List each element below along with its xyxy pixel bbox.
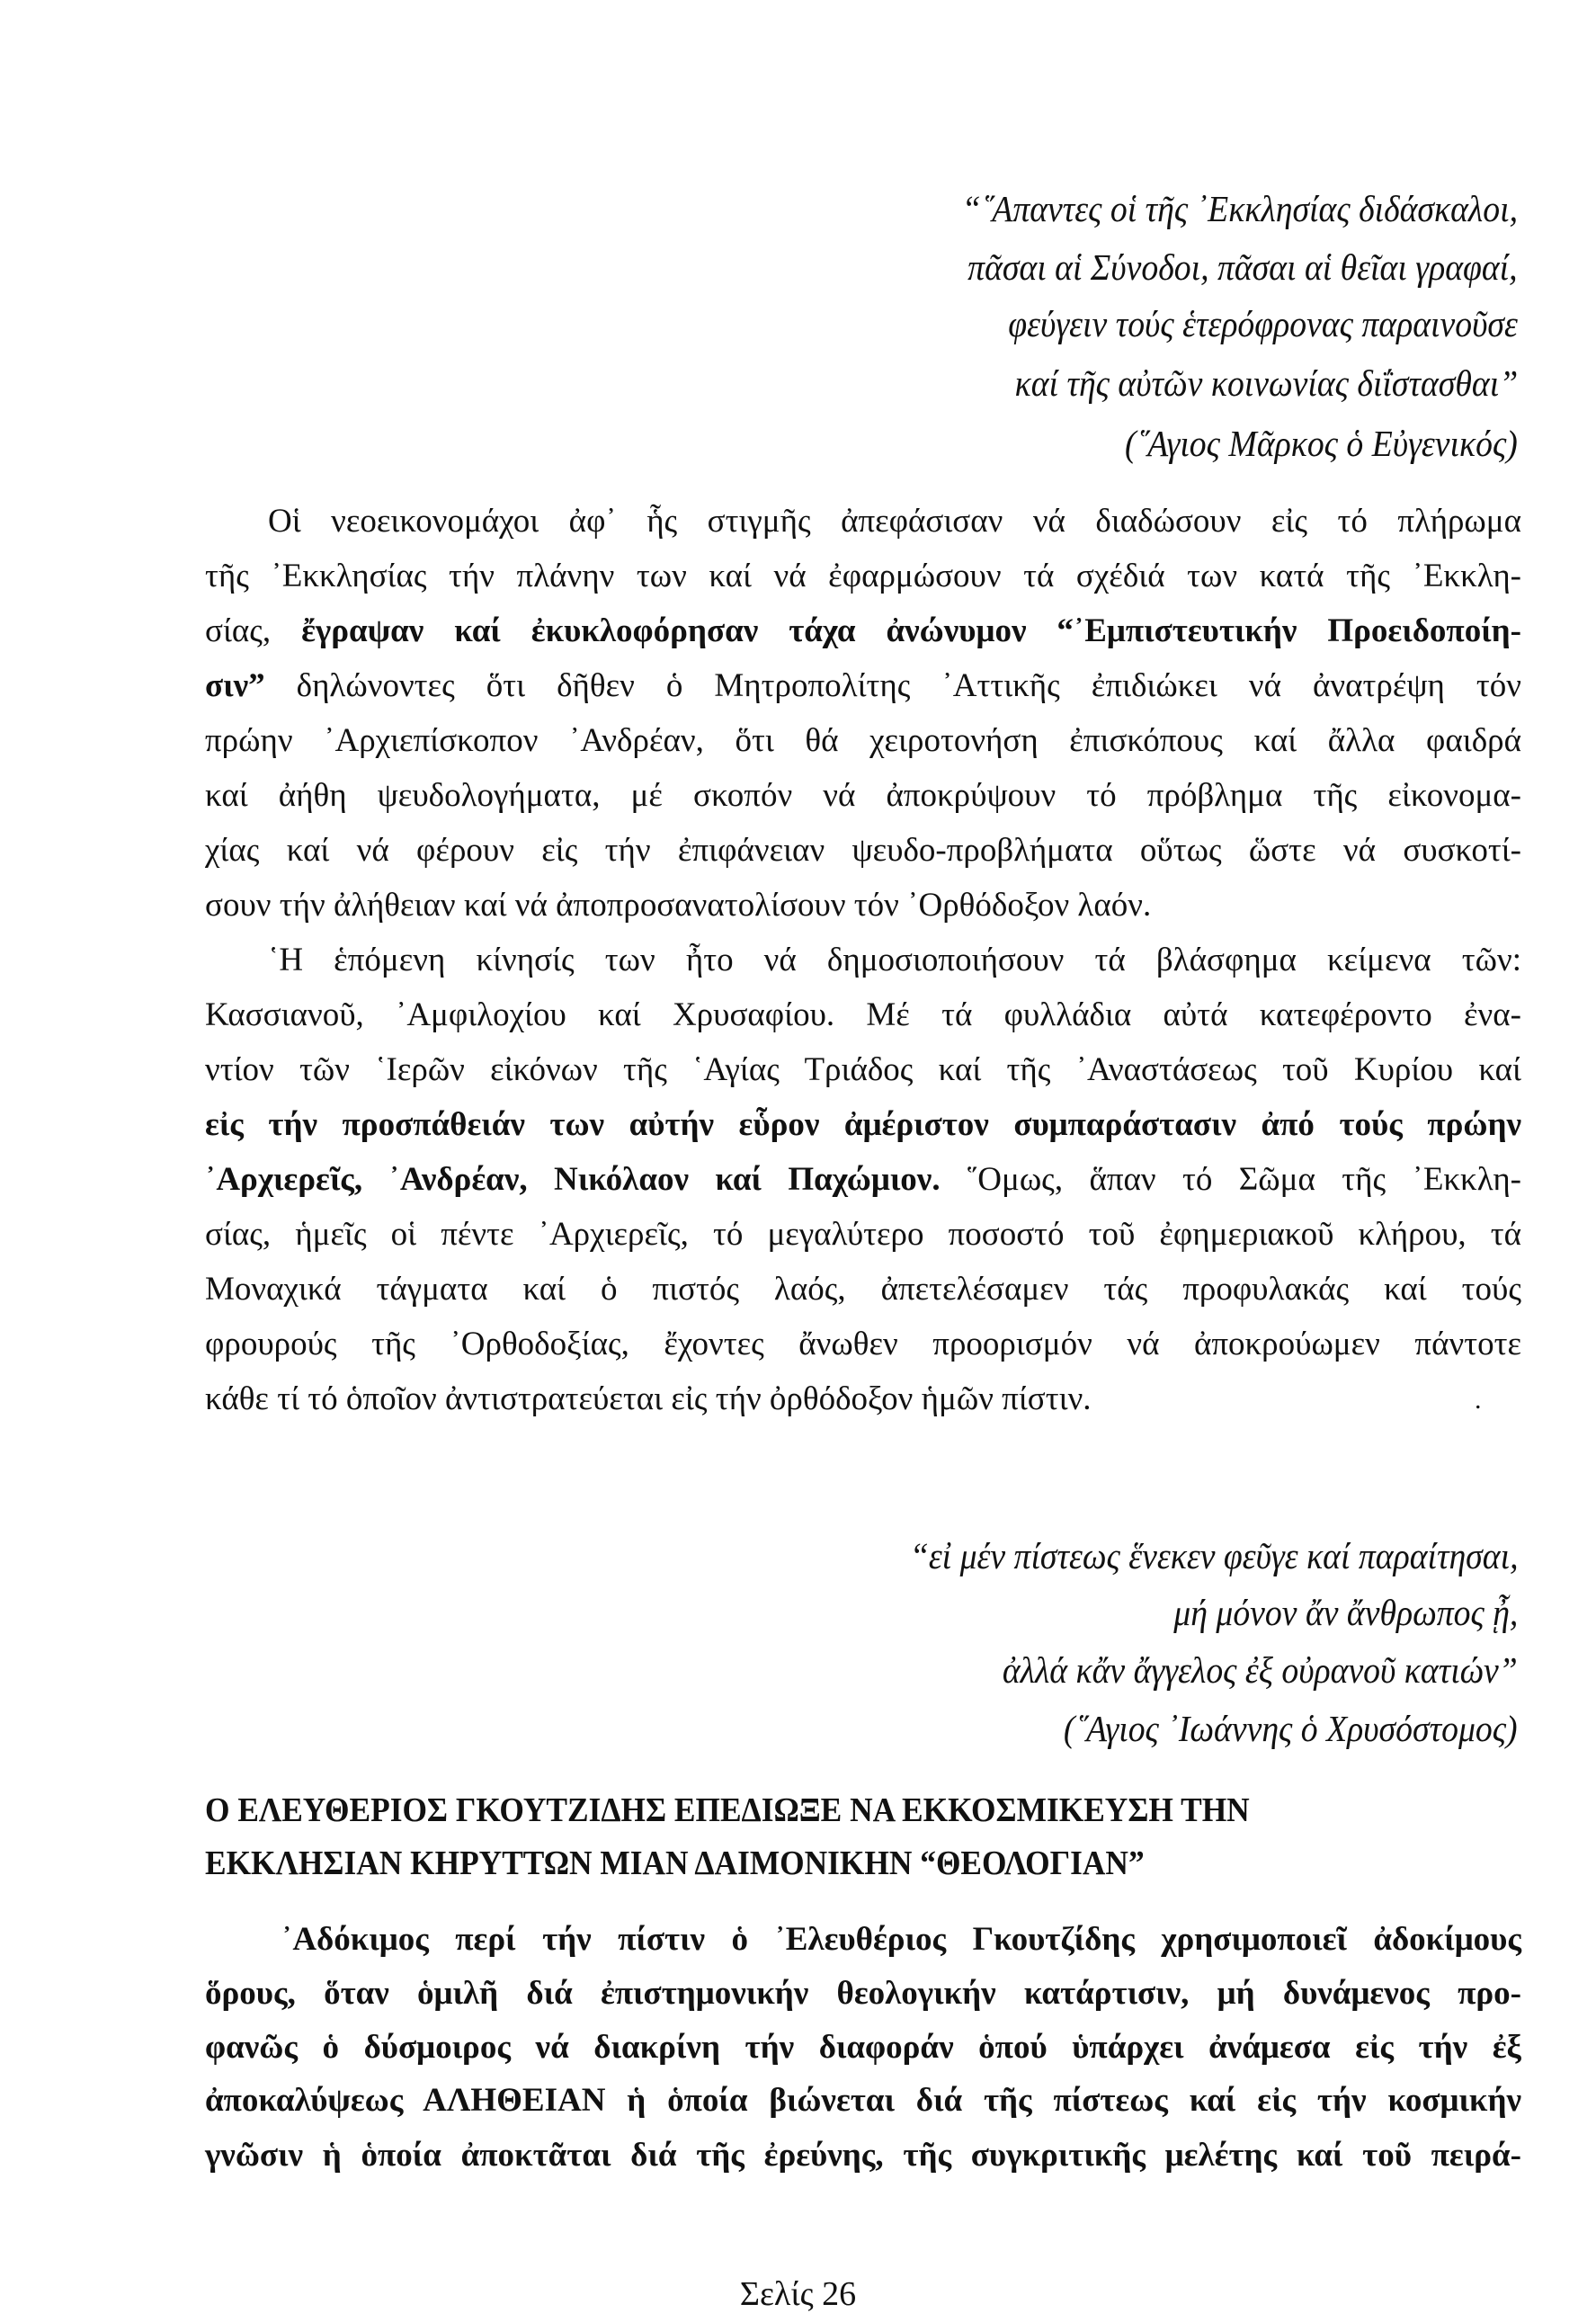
text-segment: ντίον τῶν ῾Ιερῶν εἰκόνων τῆς ῾Αγίας Τριάδος καί τῆς ᾿Αναστάσεως τοῦ Κυρίου καί	[205, 1051, 1521, 1088]
section-heading-line: Ο ΕΛΕΥΘΕΡΙΟΣ ΓΚΟΥΤΖΙΔΗΣ ΕΠΕΔΙΩΞΕ ΝΑ ΕΚΚΟΣΜΙΚΕΥΣΗ ΤΗΝ	[205, 1791, 1250, 1829]
text-segment: πρώην ᾿Αρχιεπίσκοπον ᾿Ανδρέαν, ὅτι θά χειροτονήση ἐπισκόπους καί ἄλλα φαιδρά	[205, 722, 1521, 759]
body-line	[205, 1382, 1521, 1415]
body-line	[205, 1327, 1521, 1361]
body-line	[205, 1163, 1521, 1196]
text-segment: Μοναχικά τάγματα καί ὁ πιστός λαός, ἀπετελέσαμεν τάς προφυλακάς καί τούς	[205, 1271, 1521, 1308]
text-segment: χίας καί νά φέρουν εἰς τήν ἐπιφάνειαν ψευδο-προβλήματα οὕτως ὥστε νά συσκοτί-	[205, 832, 1521, 869]
bold-paragraph-line: φανῶς ὁ δύσμοιρος νά διακρίνη τήν διαφοράν ὁπού ὑπάρχει ἀνάμεσα εἰς τήν ἐξ	[205, 2029, 1521, 2066]
body-line	[205, 1108, 1521, 1141]
bold-text-segment: εἰς τήν προσπάθειάν των αὐτήν εὗρον ἀμέριστον συμπαράστασιν ἀπό τούς πρώην	[205, 1106, 1521, 1143]
body-line	[205, 889, 1521, 922]
body-line	[205, 559, 1521, 593]
epigraph-top-line: καί τῆς αὐτῶν κοινωνίας διΐστασθαι”	[1014, 362, 1518, 404]
stray-mark: .	[1475, 1385, 1482, 1415]
body-line	[205, 779, 1521, 812]
text-segment: κάθε τί τό ὁποῖον ἀντιστρατεύεται εἰς τήν ὀρθόδοξον ἡμῶν πίστιν.	[205, 1380, 1092, 1417]
text-segment: τῆς ᾿Εκκλησίας τήν πλάνην των καί νά ἐφαρμώσουν τά σχέδιά των κατά τῆς ᾿Εκκλη-	[205, 558, 1521, 594]
bold-paragraph-line: ἀποκαλύψεως ΑΛΗΘΕΙΑΝ ἡ ὁποία βιώνεται διά τῆς πίστεως καί εἰς τήν κοσμικήν	[205, 2082, 1521, 2119]
text-segment: σίας, ἡμεῖς οἱ πέντε ᾿Αρχιερεῖς, τό μεγαλύτερο ποσοστό τοῦ ἐφημεριακοῦ κλήρου, τά	[205, 1216, 1521, 1253]
text-segment: Οἱ νεοεικονομάχοι ἀφ᾿ ἧς στιγμῆς ἀπεφάσισαν νά διαδώσουν εἰς τό πλήρωμα	[268, 503, 1521, 540]
bold-text-segment: ἔγραψαν καί ἐκυκλοφόρησαν τάχα ἀνώνυμον “᾿Εμπιστευτικήν Προειδοποίη-	[301, 612, 1521, 649]
body-line	[205, 1053, 1521, 1086]
epigraph-top-line: “῞Απαντες οἱ τῆς ᾿Εκκλησίας διδάσκαλοι,	[961, 188, 1518, 229]
body-line	[268, 943, 1521, 977]
epigraph-attribution: (῞Αγιος Μᾶρκος ὁ Εὐγενικός)	[1125, 423, 1518, 464]
bold-text-segment: σιν”	[205, 667, 265, 704]
body-line	[205, 1218, 1521, 1251]
text-segment: δηλώνοντες ὅτι δῆθεν ὁ Μητροπολίτης ᾿Αττικῆς ἐπιδιώκει νά ἀνατρέψη τόν	[264, 667, 1521, 704]
page-number: Σελίς 26	[739, 2275, 857, 2313]
epigraph-attribution: (῞Αγιος ᾿Ιωάννης ὁ Χρυσόστομος)	[1064, 1708, 1518, 1749]
body-line	[205, 724, 1521, 757]
body-line	[205, 614, 1521, 647]
epigraph-middle-line: μή μόνον ἄν ἄνθρωπος ᾖ,	[1172, 1592, 1518, 1633]
body-line	[205, 1273, 1521, 1306]
bold-text-segment: ᾿Αρχιερεῖς, ᾿Ανδρέαν, Νικόλαον καί Παχώμιον.	[205, 1161, 941, 1198]
text-segment: σίας,	[205, 612, 302, 649]
bold-paragraph-line: ὅρους, ὅταν ὁμιλῆ διά ἐπιστημονικήν θεολογικήν κατάρτισιν, μή δυνάμενος προ-	[205, 1975, 1521, 2012]
epigraph-middle-line: ἀλλά κἄν ἄγγελος ἐξ οὐρανοῦ κατιών”	[1003, 1649, 1518, 1691]
body-line	[205, 998, 1521, 1031]
body-line	[205, 669, 1521, 702]
bold-paragraph-line: ᾿Αδόκιμος περί τήν πίστιν ὁ ᾿Ελευθέριος Γκουτζίδης χρησιμοποιεῖ ἀδοκίμους	[281, 1921, 1521, 1958]
text-segment: ῾Η ἑπόμενη κίνησίς των ἦτο νά δημοσιοποιήσουν τά βλάσφημα κείμενα τῶν:	[268, 942, 1521, 978]
text-segment: Κασσιανοῦ, ᾿Αμφιλοχίου καί Χρυσαφίου. Μέ τά φυλλάδια αὐτά κατεφέροντο ἐνα-	[205, 996, 1521, 1033]
text-segment: ῞Ομως, ἅπαν τό Σῶμα τῆς ᾿Εκκλη-	[940, 1161, 1521, 1198]
body-line	[268, 505, 1521, 538]
text-segment: φρουρούς τῆς ᾿Ορθοδοξίας, ἔχοντες ἄνωθεν προορισμόν νά ἀποκρούωμεν πάντοτε	[205, 1326, 1521, 1362]
section-heading-line: ΕΚΚΛΗΣΙΑΝ ΚΗΡΥΤΤΩΝ ΜΙΑΝ ΔΑΙΜΟΝΙΚΗΝ “ΘΕΟΛΟΓΙΑΝ”	[205, 1844, 1145, 1882]
bold-paragraph-line: γνῶσιν ἡ ὁποία ἀποκτᾶται διά τῆς ἐρεύνης, τῆς συγκριτικῆς μελέτης καί τοῦ πειρά-	[205, 2137, 1521, 2174]
text-segment: καί ἀήθη ψευδολογήματα, μέ σκοπόν νά ἀποκρύψουν τό πρόβλημα τῆς εἰκονομα-	[205, 777, 1521, 814]
body-line	[205, 834, 1521, 867]
epigraph-middle-line: “εἰ μέν πίστεως ἕνεκεν φεῦγε καί παραίτησαι,	[909, 1535, 1518, 1576]
epigraph-top-line: φεύγειν τούς ἑτερόφρονας παραινοῦσε	[1008, 303, 1518, 344]
text-segment: σουν τήν ἀλήθειαν καί νά ἀποπροσανατολίσουν τόν ᾿Ορθόδοξον λαόν.	[205, 887, 1152, 924]
epigraph-top-line: πᾶσαι αἱ Σύνοδοι, πᾶσαι αἱ θεῖαι γραφαί,	[967, 246, 1518, 288]
